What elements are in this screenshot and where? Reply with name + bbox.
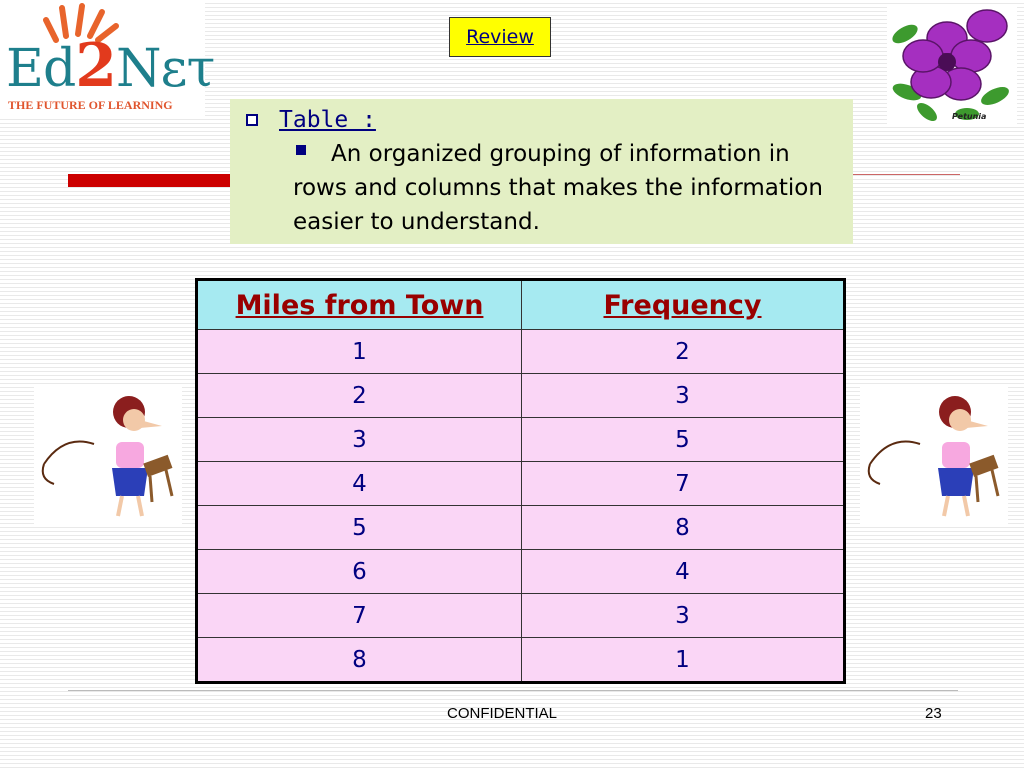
table-row — [197, 418, 845, 462]
column-header-frequency: Frequency — [522, 280, 845, 330]
accent-thin-line — [852, 174, 960, 175]
logo-tagline: THE FUTURE OF LEARNING — [8, 98, 173, 112]
miles-cell: 3 — [197, 418, 522, 462]
review-link[interactable]: Review — [466, 26, 534, 48]
miles-cell: 7 — [197, 594, 522, 638]
miles-cell: 2 — [197, 374, 522, 418]
review-button[interactable] — [449, 17, 551, 57]
definition-term: Table : — [279, 107, 376, 133]
logo-wordmark: Ed2Nετ — [6, 31, 215, 101]
table-row — [197, 638, 845, 683]
miles-cell: 5 — [197, 506, 522, 550]
teacher-with-whip-icon — [860, 384, 1008, 524]
miles-cell: 6 — [197, 550, 522, 594]
table-row — [197, 506, 845, 550]
definition-box — [230, 99, 853, 244]
table-row — [197, 550, 845, 594]
hollow-square-bullet-icon — [246, 114, 258, 126]
column-header-miles: Miles from Town — [197, 280, 522, 330]
frequency-cell: 5 — [522, 418, 845, 462]
footer-divider — [68, 690, 958, 691]
flower-caption: Petunia — [952, 112, 987, 121]
table-row — [197, 374, 845, 418]
definition-text: An organized grouping of information in rows and columns that makes the information easier to understand. — [293, 141, 823, 235]
petunia-image — [887, 4, 1017, 126]
frequency-cell: 2 — [522, 330, 845, 374]
frequency-cell: 3 — [522, 594, 845, 638]
frequency-cell: 1 — [522, 638, 845, 683]
frequency-table — [195, 278, 846, 684]
frequency-cell: 7 — [522, 462, 845, 506]
petunia-flower-icon — [887, 4, 1017, 126]
cartoon-teacher-right-image — [860, 384, 1008, 524]
frequency-cell: 8 — [522, 506, 845, 550]
miles-cell: 4 — [197, 462, 522, 506]
frequency-cell: 4 — [522, 550, 845, 594]
frequency-cell: 3 — [522, 374, 845, 418]
table-row — [197, 462, 845, 506]
table-row — [197, 330, 845, 374]
cartoon-teacher-left-image — [34, 384, 182, 524]
miles-cell: 1 — [197, 330, 522, 374]
accent-red-bar — [68, 174, 233, 187]
table-row — [197, 594, 845, 638]
page-number: 23 — [925, 705, 942, 722]
table-header-row — [197, 280, 845, 330]
miles-cell: 8 — [197, 638, 522, 683]
footer-confidential: CONFIDENTIAL — [447, 705, 558, 722]
teacher-with-whip-icon — [34, 384, 182, 524]
ed2net-logo — [0, 0, 215, 118]
